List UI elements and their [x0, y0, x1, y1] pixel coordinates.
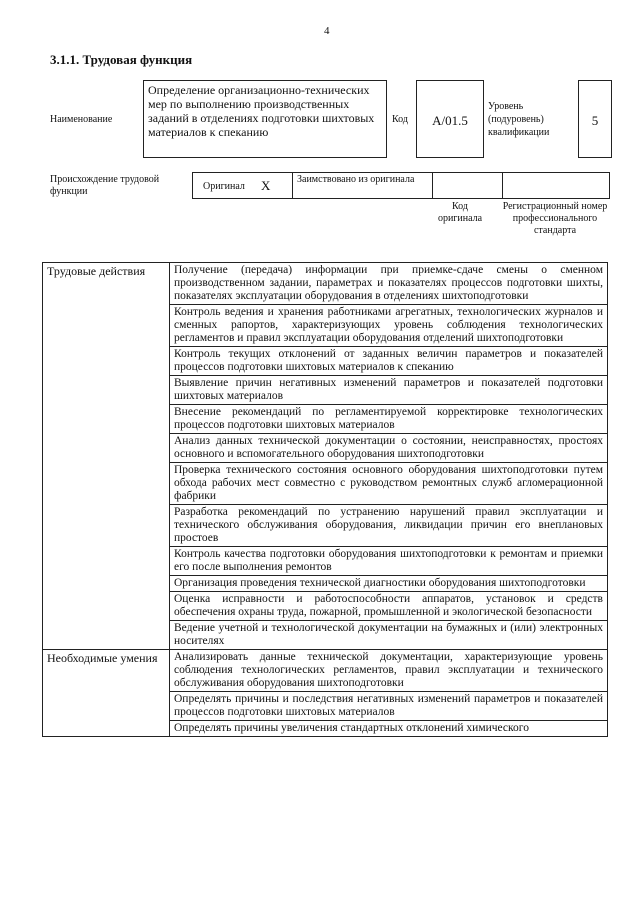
function-table	[42, 262, 608, 737]
labor-actions-item: Внесение рекомендаций по регламентируемой корректировке технологических процессов подготовки шихтовых материалов	[170, 405, 608, 434]
required-skills-label: Необходимые умения	[43, 650, 170, 737]
labor-actions-item: Организация проведения технической диагностики оборудования шихтоподготовки	[170, 576, 608, 592]
function-name: Определение организационно-технических мер по выполнению производственных заданий в отделениях подготовки шихтовых материалов к спеканию	[143, 80, 387, 158]
labor-actions-item: Ведение учетной и технологической документации на бумажных и (или) электронных носителях	[170, 621, 608, 650]
labor-actions-item: Анализ данных технической документации о состоянии, неисправностях, простоях основного и вспомогательного оборудования шихтоподготовки	[170, 434, 608, 463]
required-skills-item: Анализировать данные технической документации, характеризующие уровень соблюдения технологических регламентов, правил эксплуатации и технического обслуживания оборудования шихтоподготовки	[170, 650, 608, 692]
original-mark: X	[261, 178, 271, 193]
labor-actions-item: Контроль текущих отклонений от заданных величин параметров и показателей процессов подготовки шихтовых материалов к спеканию	[170, 347, 608, 376]
section-title: 3.1.1. Трудовая функция	[50, 52, 193, 67]
required-skills-row	[43, 650, 608, 692]
required-skills-item: Определять причины и последствия негативных изменений параметров и показателей процессов подготовки шихтовых материалов	[170, 692, 608, 721]
original-label: Оригинал	[203, 181, 245, 192]
original-code-cell	[432, 172, 502, 199]
labor-actions-item: Выявление причин негативных изменений параметров и показателей подготовки шихтовых материалов	[170, 376, 608, 405]
labor-actions-item: Проверка технического состояния основного оборудования шихтоподготовки путем обхода рабочих мест совместно с руководством ремонтных служб агломерационной фабрики	[170, 463, 608, 505]
labor-actions-item: Разработка рекомендаций по устранению нарушений правил эксплуатации и технического обслуживания оборудования, ликвидации причин его внеплановых простоев	[170, 505, 608, 547]
function-code: A/01.5	[416, 80, 484, 158]
function-header	[50, 80, 610, 160]
labor-actions-item: Контроль ведения и хранения работниками агрегатных, технологических журналов и сменных рапортов, характеризующих уровень соблюдения технологических регламентов и правил эксплуатации оборудования отделений шихтоподготовки	[170, 305, 608, 347]
code-caption: Код оригинала	[437, 201, 483, 224]
code-label: Код	[392, 114, 408, 125]
labor-actions-item: Контроль качества подготовки оборудования шихтоподготовки к ремонтам и приемки его после выполнения ремонтов	[170, 547, 608, 576]
origin-label: Происхождение трудовой функции	[50, 174, 160, 197]
original-cell	[192, 172, 292, 199]
labor-actions-row	[43, 263, 608, 305]
borrowed-label: Заимствовано из оригинала	[292, 172, 432, 199]
page-number: 4	[324, 25, 330, 37]
origin-boxes	[192, 172, 610, 199]
labor-actions-label: Трудовые действия	[43, 263, 170, 650]
function-origin	[50, 172, 610, 252]
level-label: Уровень (подуровень) квалификации	[488, 101, 550, 138]
registration-caption: Регистрационный номер профессионального стандарта	[502, 201, 608, 236]
qualification-level: 5	[578, 80, 612, 158]
labor-actions-item: Получение (передача) информации при приемке-сдаче смены о сменном производственном задании, параметрах и показателях процессов подготовки шихты, показателях эксплуатации оборудования в отделениях шихтоподготовки	[170, 263, 608, 305]
name-label: Наименование	[50, 114, 113, 125]
registration-number-cell	[502, 172, 610, 199]
required-skills-item: Определять причины увеличения стандартных отклонений химического	[170, 721, 608, 737]
labor-actions-item: Оценка исправности и работоспособности аппаратов, установок и средств обеспечения охраны труда, пожарной, промышленной и экологической безопасности	[170, 592, 608, 621]
